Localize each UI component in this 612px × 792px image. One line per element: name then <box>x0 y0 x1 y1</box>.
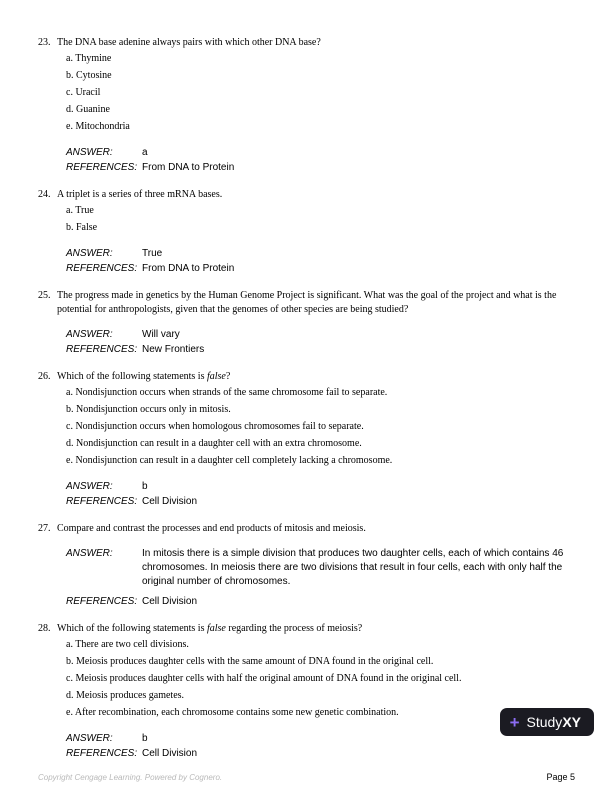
option-b: b. Meiosis produces daughter cells with the same amount of DNA found in the original cell. <box>66 656 434 667</box>
references-row <box>66 343 575 357</box>
answer-value: In mitosis there is a simple division that produces two daughter cells, each of which contains 46 chromosomes. In meiosis there are two divisions that result in four cells, each with only half the original number of chromosomes. <box>142 548 564 587</box>
references-row <box>66 747 575 761</box>
answer-value: a <box>142 147 148 158</box>
references-label: REFERENCES: <box>66 344 138 355</box>
answer-row <box>66 247 575 261</box>
answer-value: b <box>142 733 148 744</box>
question-text: A triplet is a series of three mRNA bases. <box>57 189 223 200</box>
question-number: 25. <box>38 290 51 301</box>
answer-label: ANSWER: <box>66 481 113 492</box>
references-label: REFERENCES: <box>66 263 138 274</box>
answer-value: True <box>142 248 163 259</box>
answer-row <box>66 146 575 160</box>
answer-row <box>66 732 575 746</box>
question-text: The progress made in genetics by the Human Genome Project is significant. What was the goal of the project and what is the potential for anthropologists, given that the genomes of other species are being studied? <box>57 290 557 315</box>
answer-block <box>66 732 575 761</box>
answer-block <box>66 547 575 609</box>
answer-label: ANSWER: <box>66 248 113 259</box>
options-list <box>66 636 575 721</box>
question-number: 24. <box>38 189 51 200</box>
references-value: Cell Division <box>142 496 198 507</box>
copyright-text: Copyright Cengage Learning. Powered by Cognero. <box>38 773 223 782</box>
page-footer <box>38 772 575 782</box>
plus-icon: + <box>509 712 520 732</box>
option-e: e. After recombination, each chromosome contains some new genetic combination. <box>66 707 399 718</box>
references-label: REFERENCES: <box>66 596 138 607</box>
question-number: 27. <box>38 523 51 534</box>
question-26 <box>38 370 575 509</box>
answer-label: ANSWER: <box>66 329 113 340</box>
question-25 <box>38 289 575 357</box>
answer-block <box>66 480 575 509</box>
references-label: REFERENCES: <box>66 496 138 507</box>
references-row <box>66 495 575 509</box>
question-line <box>38 36 575 50</box>
question-text: The DNA base adenine always pairs with which other DNA base? <box>57 37 321 48</box>
option-d: d. Meiosis produces gametes. <box>66 690 185 701</box>
question-27 <box>38 522 575 609</box>
options-list <box>66 202 575 236</box>
references-value: New Frontiers <box>142 344 205 355</box>
option-c: c. Uracil <box>66 87 101 98</box>
studyxy-logo <box>500 708 594 736</box>
question-23 <box>38 36 575 175</box>
question-24 <box>38 188 575 276</box>
answer-row <box>66 547 575 589</box>
answer-label: ANSWER: <box>66 733 113 744</box>
question-text: Compare and contrast the processes and end products of mitosis and meiosis. <box>57 523 366 534</box>
option-e: e. Nondisjunction can result in a daughter cell completely lacking a chromosome. <box>66 455 393 466</box>
references-value: Cell Division <box>142 748 198 759</box>
references-label: REFERENCES: <box>66 748 138 759</box>
references-value: Cell Division <box>142 596 198 607</box>
answer-row <box>66 328 575 342</box>
option-b: b. Nondisjunction occurs only in mitosis. <box>66 404 231 415</box>
question-text: Which of the following statements is false regarding the process of meiosis? <box>57 623 363 634</box>
answer-row <box>66 480 575 494</box>
option-a: a. True <box>66 205 94 216</box>
answer-value: b <box>142 481 148 492</box>
option-a: a. Thymine <box>66 53 112 64</box>
options-list <box>66 384 575 469</box>
references-value: From DNA to Protein <box>142 162 235 173</box>
question-line <box>38 370 575 384</box>
options-list <box>66 50 575 135</box>
answer-block <box>66 328 575 357</box>
references-label: REFERENCES: <box>66 162 138 173</box>
answer-block <box>66 146 575 175</box>
references-row <box>66 161 575 175</box>
question-line <box>38 188 575 202</box>
references-value: From DNA to Protein <box>142 263 235 274</box>
references-row <box>66 262 575 276</box>
question-line <box>38 522 575 536</box>
option-c: c. Nondisjunction occurs when homologous chromosomes fail to separate. <box>66 421 364 432</box>
option-a: a. Nondisjunction occurs when strands of the same chromosome fail to separate. <box>66 387 388 398</box>
question-28 <box>38 622 575 761</box>
brand-name: StudyXY <box>526 714 581 730</box>
option-a: a. There are two cell divisions. <box>66 639 189 650</box>
answer-block <box>66 247 575 276</box>
option-b: b. False <box>66 222 98 233</box>
answer-label: ANSWER: <box>66 548 113 559</box>
option-e: e. Mitochondria <box>66 121 130 132</box>
option-d: d. Nondisjunction can result in a daughter cell with an extra chromosome. <box>66 438 362 449</box>
page-number: Page 5 <box>546 772 575 782</box>
option-c: c. Meiosis produces daughter cells with half the original amount of DNA found in the original cell. <box>66 673 462 684</box>
answer-value: Will vary <box>142 329 180 340</box>
answer-label: ANSWER: <box>66 147 113 158</box>
question-line <box>38 622 575 636</box>
question-text: Which of the following statements is false? <box>57 371 231 382</box>
question-number: 23. <box>38 37 51 48</box>
option-d: d. Guanine <box>66 104 110 115</box>
question-line <box>38 289 575 317</box>
references-row <box>66 595 575 609</box>
question-number: 28. <box>38 623 51 634</box>
question-number: 26. <box>38 371 51 382</box>
option-b: b. Cytosine <box>66 70 112 81</box>
